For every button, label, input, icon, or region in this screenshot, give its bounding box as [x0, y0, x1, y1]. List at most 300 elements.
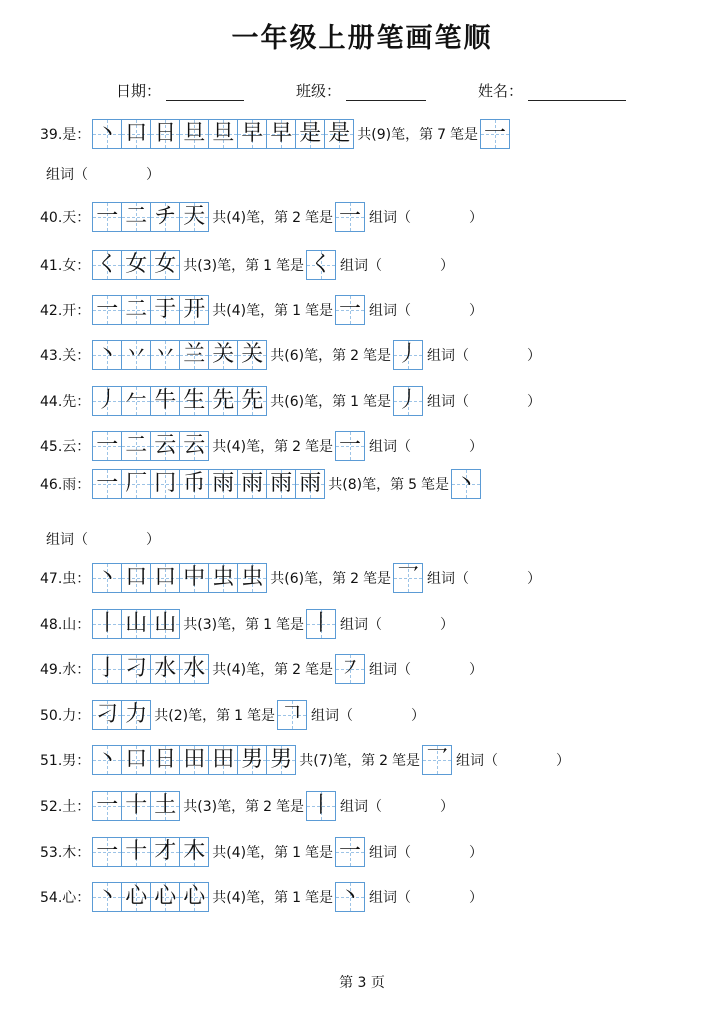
group-label: 组词（ — [46, 167, 88, 183]
group-close: ） — [527, 394, 542, 410]
stroke-index: 2 — [292, 439, 302, 455]
stroke-step: 男 — [241, 747, 264, 772]
stroke-step: 牛 — [154, 388, 177, 413]
stroke-description — [212, 436, 333, 456]
stroke-cell — [150, 745, 180, 775]
answer-stroke: 丿 — [397, 388, 420, 413]
stroke-description — [212, 842, 333, 862]
exercise-row — [40, 608, 454, 640]
stroke-index: 1 — [350, 394, 360, 410]
stroke-step: 一 — [96, 297, 119, 322]
exercise-row — [40, 744, 570, 776]
total-suffix: )笔，第 — [240, 890, 289, 906]
stroke-step: 力 — [125, 702, 148, 727]
exercise-number: 48.山： — [40, 617, 91, 633]
stroke-cell — [121, 202, 151, 232]
stroke-cell — [208, 119, 238, 149]
stroke-step: 冂 — [154, 471, 177, 496]
stroke-cell — [121, 340, 151, 370]
exercise-row — [40, 836, 483, 868]
total-suffix: )笔，第 — [182, 708, 231, 724]
total-suffix: )笔，第 — [211, 799, 260, 815]
stroke-step: 女 — [154, 252, 177, 277]
stroke-step: 雨 — [241, 471, 264, 496]
stroke-cell — [237, 563, 267, 593]
total-suffix: )笔，第 — [240, 662, 289, 678]
stroke-step: 雨 — [212, 471, 235, 496]
stroke-step: 一 — [96, 433, 119, 458]
stroke-cell — [150, 250, 180, 280]
stroke-step: 丶 — [96, 884, 119, 909]
word-group-blank[interactable] — [340, 796, 454, 816]
answer-stroke: ㇇ — [339, 656, 362, 681]
stroke-step: 田 — [212, 747, 235, 772]
stroke-step: 旦 — [212, 121, 235, 146]
stroke-cell — [121, 563, 151, 593]
total-suffix: )笔，第 — [298, 394, 347, 410]
stroke-step: 丷 — [125, 342, 148, 367]
stroke-step: 十 — [125, 793, 148, 818]
word-group-blank[interactable] — [427, 345, 541, 365]
total-prefix: 共( — [212, 303, 232, 319]
stroke-order-grid — [92, 882, 209, 912]
stroke-cell — [237, 119, 267, 149]
stroke-description — [183, 255, 304, 275]
date-blank[interactable] — [166, 84, 244, 101]
stroke-index: 2 — [350, 571, 360, 587]
answer-stroke: 丨 — [310, 611, 333, 636]
stroke-step: 二 — [125, 297, 148, 322]
stroke-cell — [179, 745, 209, 775]
stroke-order-grid — [92, 745, 296, 775]
total-prefix: 共( — [270, 348, 290, 364]
stroke-order-grid — [92, 340, 267, 370]
stroke-step: 木 — [183, 839, 206, 864]
stroke-suffix: 笔是 — [392, 753, 421, 769]
stroke-cell — [150, 340, 180, 370]
word-group-blank[interactable] — [340, 255, 454, 275]
stroke-cell — [121, 431, 151, 461]
exercise-number: 51.男： — [40, 753, 91, 769]
stroke-cell — [121, 250, 151, 280]
word-group-blank[interactable] — [369, 842, 483, 862]
exercise-row — [40, 385, 541, 417]
total-suffix: )笔，第 — [240, 845, 289, 861]
exercise-row — [40, 468, 481, 500]
exercise-number: 54.心： — [40, 890, 91, 906]
answer-stroke: 丶 — [339, 884, 362, 909]
stroke-cell — [150, 563, 180, 593]
word-group-blank[interactable] — [369, 887, 483, 907]
group-close: ） — [440, 258, 455, 274]
group-close: ） — [146, 167, 160, 183]
group-label: 组词（ — [427, 571, 470, 587]
stroke-step: 丿 — [96, 388, 119, 413]
exercise-number: 40.天： — [40, 210, 91, 226]
stroke-step: 雨 — [270, 471, 293, 496]
stroke-cell — [92, 745, 122, 775]
stroke-cell — [237, 386, 267, 416]
exercise-number: 42.开： — [40, 303, 91, 319]
stroke-step: 女 — [125, 252, 148, 277]
stroke-step: 关 — [212, 342, 235, 367]
stroke-description — [212, 659, 333, 679]
group-close: ） — [469, 303, 484, 319]
name-blank[interactable] — [528, 84, 626, 101]
stroke-cell — [150, 791, 180, 821]
stroke-total: 4 — [231, 439, 241, 455]
answer-stroke: 一 — [339, 839, 362, 864]
exercise-row — [40, 881, 483, 913]
exercise-number: 46.雨： — [40, 477, 91, 493]
exercise-number: 50.力： — [40, 708, 91, 724]
stroke-cell — [150, 202, 180, 232]
word-group-blank[interactable] — [369, 659, 483, 679]
stroke-cell — [92, 250, 122, 280]
stroke-step: 口 — [125, 121, 148, 146]
answer-stroke: 一 — [339, 297, 362, 322]
total-prefix: 共( — [212, 890, 232, 906]
stroke-step: 男 — [270, 747, 293, 772]
total-suffix: )笔，第 — [240, 210, 289, 226]
stroke-step: 日 — [154, 747, 177, 772]
stroke-step: 𠂉 — [125, 388, 148, 413]
total-prefix: 共( — [270, 394, 290, 410]
total-suffix: )笔，第 — [298, 571, 347, 587]
stroke-index: 1 — [263, 258, 273, 274]
stroke-suffix: 笔是 — [305, 662, 334, 678]
word-group-blank[interactable] — [46, 164, 160, 184]
stroke-step: 心 — [183, 884, 206, 909]
stroke-cell — [121, 745, 151, 775]
stroke-index: 2 — [350, 348, 360, 364]
answer-stroke-cell — [393, 386, 423, 416]
stroke-total: 6 — [289, 571, 299, 587]
stroke-cell — [237, 469, 267, 499]
group-close: ） — [440, 617, 455, 633]
stroke-index: 5 — [408, 477, 418, 493]
stroke-step: 二 — [125, 204, 148, 229]
answer-stroke-cell — [306, 609, 336, 639]
answer-stroke-cell — [335, 882, 365, 912]
stroke-cell — [179, 837, 209, 867]
stroke-order-grid — [92, 119, 354, 149]
stroke-step: 刁 — [125, 656, 148, 681]
group-label: 组词（ — [427, 348, 470, 364]
stroke-step: 丶 — [96, 342, 119, 367]
stroke-order-grid — [92, 386, 267, 416]
stroke-index: 2 — [379, 753, 389, 769]
stroke-suffix: 笔是 — [363, 571, 392, 587]
stroke-total: 4 — [231, 890, 241, 906]
answer-stroke: 一 — [484, 121, 507, 146]
exercise-number: 53.木： — [40, 845, 91, 861]
group-label: 组词（ — [46, 532, 88, 548]
stroke-step: 水 — [154, 656, 177, 681]
answer-stroke-cell — [335, 202, 365, 232]
stroke-step: 丨 — [96, 611, 119, 636]
exercise-row — [40, 201, 483, 233]
stroke-cell — [92, 700, 122, 730]
class-blank[interactable] — [346, 84, 426, 101]
stroke-description — [183, 796, 304, 816]
group-label: 组词（ — [340, 617, 383, 633]
word-group-blank[interactable] — [340, 614, 454, 634]
stroke-step: 虫 — [241, 565, 264, 590]
stroke-total: 4 — [231, 303, 241, 319]
group-label: 组词（ — [369, 845, 412, 861]
exercise-row — [40, 249, 454, 281]
stroke-cell — [92, 654, 122, 684]
stroke-step: 云 — [183, 433, 206, 458]
stroke-step: 关 — [241, 342, 264, 367]
stroke-cell — [92, 609, 122, 639]
stroke-total: 4 — [231, 662, 241, 678]
stroke-cell — [324, 119, 354, 149]
stroke-order-grid — [92, 202, 209, 232]
group-close: ） — [440, 799, 455, 815]
total-suffix: )笔，第 — [385, 127, 434, 143]
answer-stroke: 𠃍 — [281, 702, 304, 727]
stroke-total: 3 — [202, 258, 212, 274]
exercise-row — [40, 653, 483, 685]
word-group-blank[interactable] — [46, 529, 160, 549]
stroke-step: 十 — [125, 839, 148, 864]
stroke-description — [357, 124, 478, 144]
stroke-cell — [179, 340, 209, 370]
stroke-suffix: 笔是 — [305, 845, 334, 861]
stroke-description — [183, 614, 304, 634]
answer-stroke-cell — [335, 837, 365, 867]
stroke-cell — [92, 431, 122, 461]
stroke-description — [270, 568, 391, 588]
total-prefix: 共( — [154, 708, 174, 724]
stroke-cell — [92, 563, 122, 593]
group-label: 组词（ — [369, 662, 412, 678]
stroke-cell — [237, 745, 267, 775]
group-close: ） — [527, 348, 542, 364]
stroke-cell — [208, 563, 238, 593]
word-group-blank[interactable] — [427, 568, 541, 588]
word-group-blank[interactable] — [369, 436, 483, 456]
stroke-cell — [179, 431, 209, 461]
group-label: 组词（ — [369, 439, 412, 455]
answer-stroke: 丿 — [397, 342, 420, 367]
total-prefix: 共( — [183, 799, 203, 815]
stroke-step: 早 — [270, 121, 293, 146]
stroke-cell — [92, 202, 122, 232]
stroke-suffix: 笔是 — [276, 258, 305, 274]
stroke-cell — [150, 469, 180, 499]
stroke-cell — [121, 386, 151, 416]
exercise-number: 47.虫： — [40, 571, 91, 587]
stroke-index: 2 — [292, 662, 302, 678]
stroke-step: 开 — [183, 297, 206, 322]
stroke-step: 山 — [154, 611, 177, 636]
group-label: 组词（ — [340, 258, 383, 274]
stroke-cell — [150, 882, 180, 912]
stroke-suffix: 笔是 — [450, 127, 479, 143]
stroke-cell — [121, 119, 151, 149]
stroke-step: 早 — [241, 121, 264, 146]
stroke-description — [299, 750, 420, 770]
stroke-cell — [121, 469, 151, 499]
stroke-cell — [150, 837, 180, 867]
name-field — [478, 80, 626, 101]
stroke-order-grid — [92, 295, 209, 325]
answer-stroke: く — [310, 252, 333, 277]
stroke-cell — [179, 119, 209, 149]
stroke-cell — [150, 431, 180, 461]
answer-stroke: 丨 — [310, 793, 333, 818]
stroke-description — [212, 887, 333, 907]
stroke-total: 3 — [202, 799, 212, 815]
stroke-step: 丶 — [96, 565, 119, 590]
total-prefix: 共( — [357, 127, 377, 143]
stroke-description — [328, 474, 449, 494]
stroke-step: 先 — [212, 388, 235, 413]
group-close: ） — [469, 890, 484, 906]
total-prefix: 共( — [183, 258, 203, 274]
stroke-suffix: 笔是 — [305, 210, 334, 226]
answer-stroke: 乛 — [397, 565, 420, 590]
group-label: 组词（ — [369, 210, 412, 226]
stroke-cell — [208, 745, 238, 775]
stroke-step: チ — [154, 204, 177, 229]
stroke-total: 3 — [202, 617, 212, 633]
stroke-order-grid — [92, 609, 180, 639]
stroke-total: 4 — [231, 210, 241, 226]
word-group-blank[interactable] — [311, 705, 425, 725]
exercise-number: 39.是： — [40, 127, 91, 143]
group-close: ） — [527, 571, 542, 587]
page-number: 第 3 页 — [339, 975, 385, 991]
stroke-step: 水 — [183, 656, 206, 681]
exercise-number: 41.女： — [40, 258, 91, 274]
total-suffix: )笔，第 — [356, 477, 405, 493]
total-prefix: 共( — [212, 662, 232, 678]
date-field — [116, 80, 244, 101]
stroke-cell — [121, 791, 151, 821]
stroke-cell — [179, 386, 209, 416]
stroke-description — [270, 391, 391, 411]
stroke-suffix: 笔是 — [247, 708, 276, 724]
stroke-total: 9 — [376, 127, 386, 143]
stroke-cell — [295, 469, 325, 499]
stroke-total: 4 — [231, 845, 241, 861]
stroke-cell — [266, 469, 296, 499]
stroke-order-grid — [92, 837, 209, 867]
stroke-step: 口 — [154, 565, 177, 590]
stroke-cell — [150, 654, 180, 684]
total-prefix: 共( — [183, 617, 203, 633]
stroke-description — [154, 705, 275, 725]
answer-stroke-cell — [306, 250, 336, 280]
stroke-index: 1 — [292, 845, 302, 861]
word-group-blank[interactable] — [456, 750, 570, 770]
stroke-step: 刁 — [96, 702, 119, 727]
answer-stroke: 一 — [339, 433, 362, 458]
word-group-blank[interactable] — [427, 391, 541, 411]
total-suffix: )笔，第 — [211, 617, 260, 633]
stroke-cell — [92, 295, 122, 325]
stroke-cell — [150, 119, 180, 149]
exercise-number: 43.关： — [40, 348, 91, 364]
stroke-cell — [92, 119, 122, 149]
total-prefix: 共( — [299, 753, 319, 769]
total-prefix: 共( — [212, 439, 232, 455]
stroke-step: 一 — [96, 793, 119, 818]
word-group-blank[interactable] — [369, 207, 483, 227]
stroke-step: 厂 — [125, 471, 148, 496]
date-label: 日期： — [116, 82, 162, 100]
answer-stroke-cell — [335, 295, 365, 325]
stroke-cell — [92, 386, 122, 416]
exercise-row — [40, 562, 541, 594]
stroke-suffix: 笔是 — [305, 303, 334, 319]
exercise-row — [40, 339, 541, 371]
total-prefix: 共( — [328, 477, 348, 493]
stroke-cell — [150, 295, 180, 325]
stroke-index: 7 — [437, 127, 447, 143]
stroke-description — [212, 300, 333, 320]
group-close: ） — [469, 210, 484, 226]
answer-stroke: 乛 — [426, 747, 449, 772]
stroke-step: く — [96, 252, 119, 277]
stroke-cell — [179, 202, 209, 232]
stroke-description — [212, 207, 333, 227]
answer-stroke-cell — [306, 791, 336, 821]
group-label: 组词（ — [311, 708, 354, 724]
stroke-step: 心 — [154, 884, 177, 909]
stroke-cell — [179, 654, 209, 684]
word-group-blank[interactable] — [369, 300, 483, 320]
stroke-cell — [92, 837, 122, 867]
stroke-order-grid — [92, 250, 180, 280]
stroke-index: 1 — [234, 708, 244, 724]
stroke-cell — [121, 654, 151, 684]
stroke-cell — [92, 882, 122, 912]
page-title: 一年级上册笔画笔顺 — [231, 23, 493, 54]
group-label: 组词（ — [427, 394, 470, 410]
group-label: 组词（ — [369, 303, 412, 319]
stroke-step: 丶 — [96, 121, 119, 146]
stroke-cell — [237, 340, 267, 370]
stroke-step: 土 — [154, 793, 177, 818]
group-label: 组词（ — [340, 799, 383, 815]
total-suffix: )笔，第 — [327, 753, 376, 769]
answer-stroke-cell — [451, 469, 481, 499]
stroke-step: 天 — [183, 204, 206, 229]
stroke-cell — [121, 295, 151, 325]
stroke-total: 8 — [347, 477, 357, 493]
total-suffix: )笔，第 — [240, 439, 289, 455]
stroke-step: 雨 — [299, 471, 322, 496]
stroke-cell — [208, 386, 238, 416]
stroke-step: 先 — [241, 388, 264, 413]
stroke-cell — [92, 469, 122, 499]
exercise-row — [40, 430, 483, 462]
answer-stroke: 一 — [339, 204, 362, 229]
answer-stroke: 丶 — [455, 471, 478, 496]
stroke-step: 山 — [125, 611, 148, 636]
stroke-suffix: 笔是 — [276, 617, 305, 633]
exercise-row — [40, 294, 483, 326]
stroke-step: 是 — [328, 121, 351, 146]
stroke-suffix: 笔是 — [305, 439, 334, 455]
group-close: ） — [146, 532, 160, 548]
stroke-cell — [92, 340, 122, 370]
